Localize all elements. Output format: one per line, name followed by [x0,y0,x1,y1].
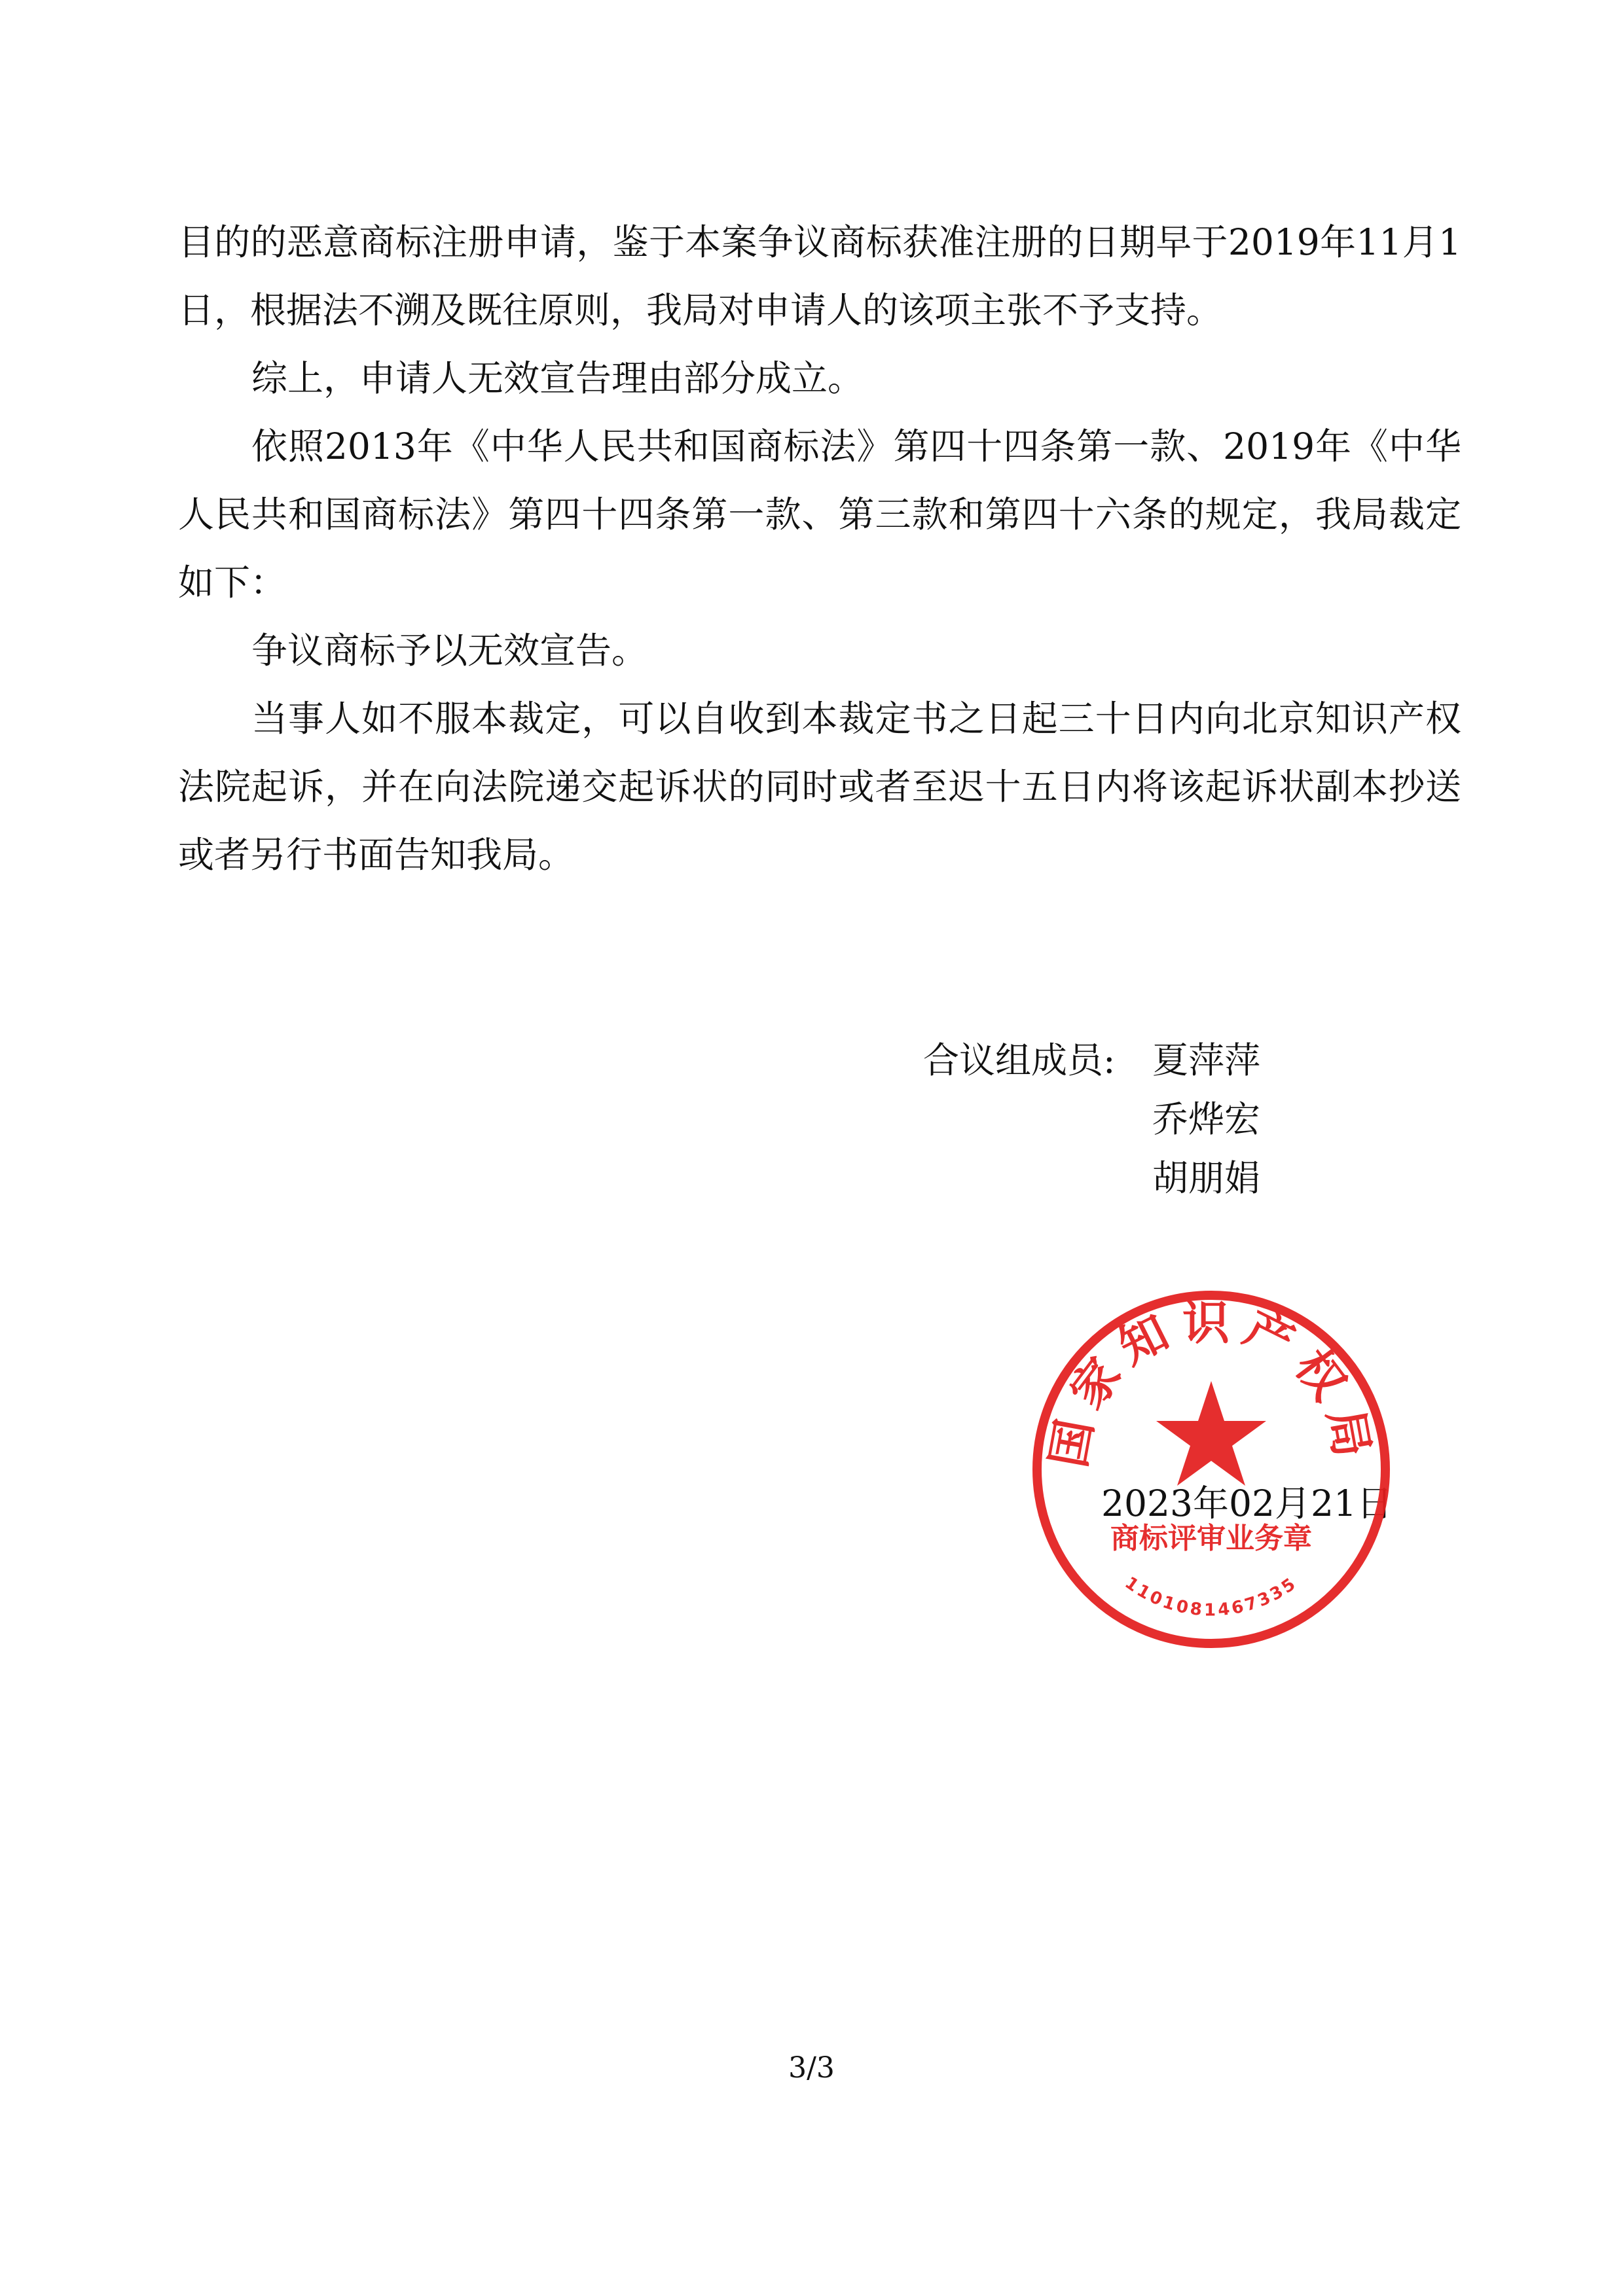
panel-member-1: 夏萍萍 [1152,1039,1261,1081]
official-seal-icon [1028,1286,1395,1653]
seal-code-text: 1101081467335 [1121,1573,1302,1621]
paragraph-4: 争议商标予以无效宣告。 [251,630,648,672]
page-number: 3/3 [788,2051,835,2085]
seal-inner-text: 商标评审业务章 [1110,1522,1312,1555]
paragraph-1: 目的的恶意商标注册申请，鉴于本案争议商标获准注册的日期早于2019年11月1日，根据法不溯及既往原则，我局对申请人的该项主张不予支持。 [178,221,1461,331]
decision-date: 2023年02月21日 [1101,1482,1393,1524]
panel-row-2 [923,1090,1381,1149]
paragraph-2: 综上，申请人无效宣告理由部分成立。 [251,357,864,399]
panel-row-1 [923,1031,1381,1090]
seal-star-icon [1156,1381,1266,1486]
paragraph-3: 依照2013年《中华人民共和国商标法》第四十四条第一款、2019年《中华人民共和国商标法》第四十四条第一款、第三款和第四十六条的规定，我局裁定如下： [178,425,1461,603]
panel-members-block [923,1031,1381,1208]
seal-outer-text: 国家知识产权局 [1040,1295,1382,1472]
paragraph-5: 当事人如不服本裁定，可以自收到本裁定书之日起三十日内向北京知识产权法院起诉，并在向法院递交起诉状的同时或者至迟十五日内将该起诉状副本抄送或者另行书面告知我局。 [178,698,1461,876]
panel-member-2: 乔烨宏 [1152,1098,1261,1140]
document-body [178,208,1461,889]
panel-row-3 [923,1149,1381,1208]
panel-member-3: 胡朋娟 [1152,1157,1261,1199]
panel-label: 合议组成员: [923,1039,1116,1081]
